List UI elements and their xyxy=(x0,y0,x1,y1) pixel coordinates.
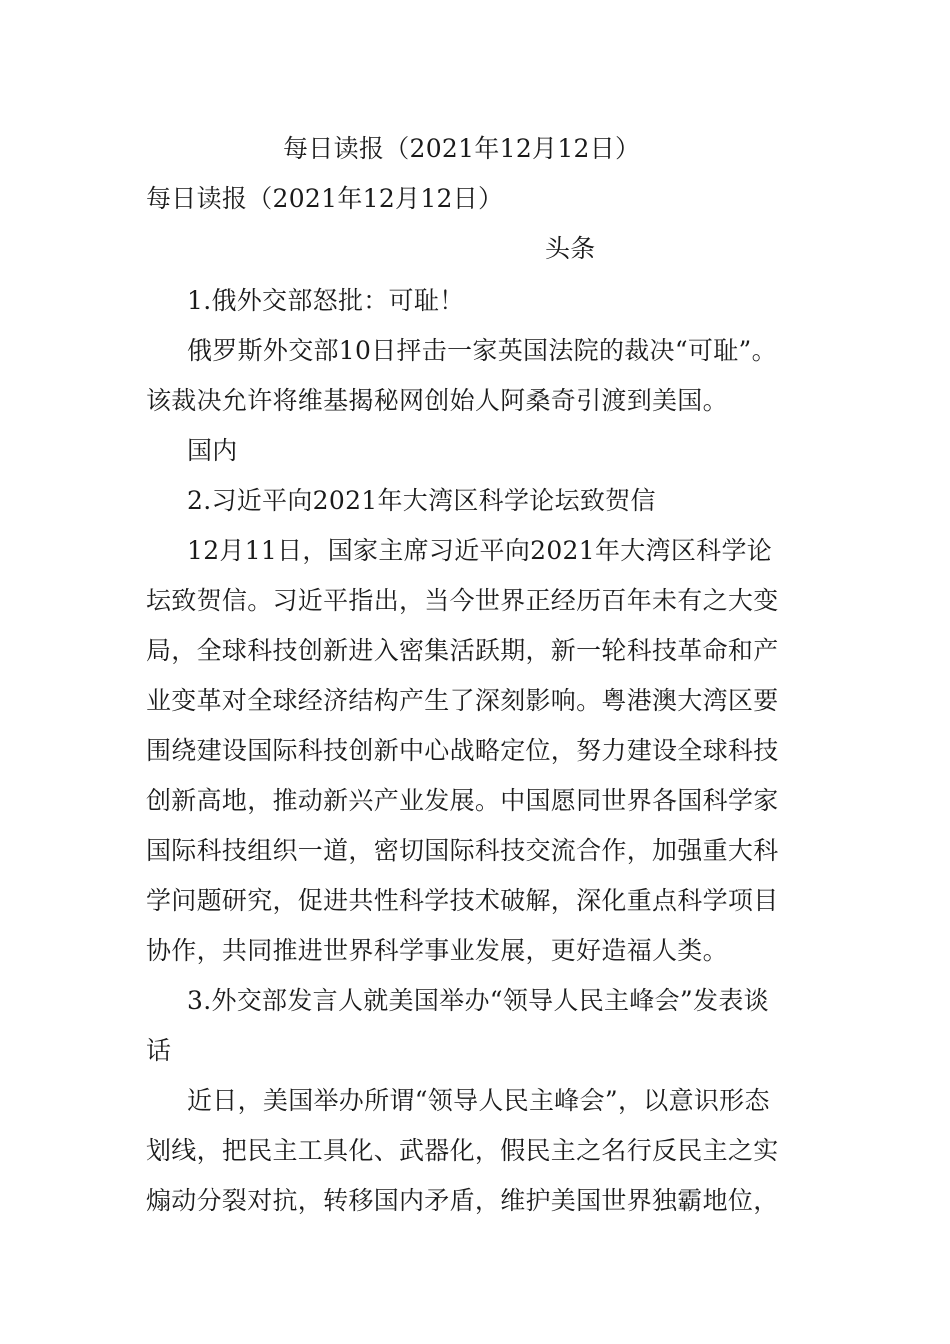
document-subtitle: 每日读报（2021年12月12日） xyxy=(146,184,504,213)
paragraph-line: 局，全球科技创新进入密集活跃期，新一轮科技革命和产 xyxy=(146,636,779,665)
paragraph-line: 国际科技组织一道，密切国际科技交流合作，加强重大科 xyxy=(146,836,779,865)
item-3-heading: 3.外交部发言人就美国举办“领导人民主峰会”发表谈 xyxy=(187,986,769,1015)
paragraph-line: 近日，美国举办所谓“领导人民主峰会”，以意识形态 xyxy=(187,1086,770,1115)
section-headline: 头条 xyxy=(545,234,596,263)
paragraph-line: 划线，把民主工具化、武器化，假民主之名行反民主之实 xyxy=(146,1136,779,1165)
paragraph-line: 协作，共同推进世界科学事业发展，更好造福人类。 xyxy=(146,936,728,965)
paragraph-line: 学问题研究，促进共性科学技术破解，深化重点科学项目 xyxy=(146,886,779,915)
paragraph-line: 坛致贺信。习近平指出，当今世界正经历百年未有之大变 xyxy=(146,586,779,615)
paragraph-line: 12月11日，国家主席习近平向2021年大湾区科学论 xyxy=(187,536,773,565)
paragraph-line: 煽动分裂对抗，转移国内矛盾，维护美国世界独霸地位， xyxy=(146,1186,779,1215)
paragraph-line: 围绕建设国际科技创新中心战略定位，努力建设全球科技 xyxy=(146,736,779,765)
section-domestic: 国内 xyxy=(187,436,238,465)
item-1-heading: 1.俄外交部怒批：可耻！ xyxy=(187,286,465,315)
item-3-heading-cont: 话 xyxy=(146,1036,172,1065)
item-2-heading: 2.习近平向2021年大湾区科学论坛致贺信 xyxy=(187,486,656,515)
document-title: 每日读报（2021年12月12日） xyxy=(283,134,641,163)
paragraph-line: 创新高地，推动新兴产业发展。中国愿同世界各国科学家 xyxy=(146,786,779,815)
paragraph-line: 业变革对全球经济结构产生了深刻影响。粤港澳大湾区要 xyxy=(146,686,779,715)
paragraph-line: 该裁决允许将维基揭秘网创始人阿桑奇引渡到美国。 xyxy=(146,386,728,415)
paragraph-line: 俄罗斯外交部10日抨击一家英国法院的裁决“可耻”。 xyxy=(187,336,777,365)
